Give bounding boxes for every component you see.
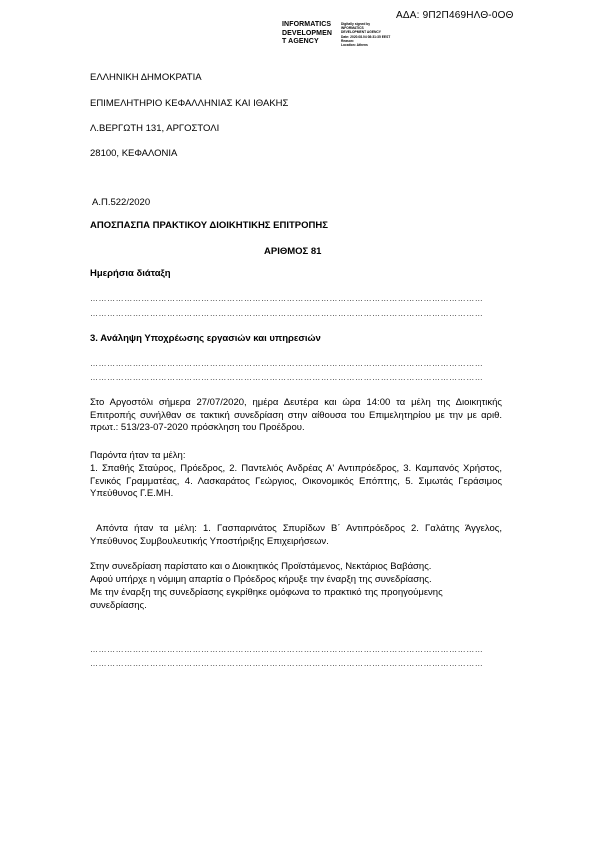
minutes-number: ΑΡΙΘΜΟΣ 81 <box>264 246 322 257</box>
signature-logo <box>282 21 402 55</box>
document-title: ΑΠΟΣΠΑΣΠΑ ΠΡΑΚΤΙΚΟΥ ΔΙΟΙΚΗΤΙΚΗΣ ΕΠΙΤΡΟΠΗΣ <box>90 220 328 231</box>
closing-line: Με την έναρξη της συνεδρίασης εγκρίθηκε ομόφωνα το πρακτικό της προηγούμενης <box>90 587 443 598</box>
agenda-item-heading: 3. Ανάληψη Υποχρέωσης εργασιών και υπηρεσιών <box>90 333 321 344</box>
closing-line: συνεδρίασης. <box>90 600 147 611</box>
dotted-line: ………………………………………………………………………………………………………………………… <box>90 294 484 303</box>
meeting-intro: Στο Αργοστόλι σήμερα 27/07/2020, ημέρα Δευτέρα και ώρα 14:00 τα μέλη της Διοικητικής Επιτροπής συνήλθαν σε τακτική συνεδρίαση στην αίθουσα του Επιμελητηρίου με την με αριθ. πρωτ.: 513/23-07-2020 πρόσκληση του Προέδρου. <box>90 397 502 433</box>
dotted-line: ………………………………………………………………………………………………………………………… <box>90 359 484 368</box>
protocol-number: Α.Π.522/2020 <box>92 197 151 208</box>
sender-organization: ΕΠΙΜΕΛΗΤΗΡΙΟ ΚΕΦΑΛΛΗΝΙΑΣ ΚΑΙ ΙΘΑΚΗΣ <box>90 98 289 109</box>
digital-signature-text: Digitally signed by INFORMATICS DEVELOPMENT AGENCY Date: 2020.08.04 08:31:35 EEST Reason: Location: Athens <box>341 22 391 48</box>
dotted-line: ………………………………………………………………………………………………………………………… <box>90 645 484 654</box>
dotted-line: ………………………………………………………………………………………………………………………… <box>90 659 484 668</box>
dotted-line: ………………………………………………………………………………………………………………………… <box>90 373 484 382</box>
ada-code: ΑΔΑ: 9Π2Π469ΗΛΘ-0ΟΘ <box>396 10 514 21</box>
sender-city: 28100, ΚΕΦΑΛΟΝΙΑ <box>90 148 178 159</box>
present-members: 1. Σπαθής Σταύρος, Πρόεδρος, 2. Παντελιός Ανδρέας Α' Αντιπρόεδρος, 3. Καμπανός Χρήστος, Γενικός Γραμματέας, 4. Λασκαράτος Γεώργιος, Οικονομικός Επόπτης, 5. Σιμωτάς Γεράσιμος Υπεύθυνος Γ.Ε.ΜΗ. <box>90 463 502 499</box>
sender-address: Λ.ΒΕΡΓΩΤΗ 131, ΑΡΓΟΣΤΟΛΙ <box>90 123 220 134</box>
closing-line: Αφού υπήρχε η νόμιμη απαρτία ο Πρόεδρος κήρυξε την έναρξη της συνεδρίασης. <box>90 574 432 585</box>
sender-country: ΕΛΛΗΝΙΚΗ ΔΗΜΟΚΡΑΤΙΑ <box>90 72 202 83</box>
present-label: Παρόντα ήταν τα μέλη: <box>90 450 186 461</box>
closing-line: Στην συνεδρίαση παρίστατο και ο Διοικητικός Προϊστάμενος, Νεκτάριος Βαβάσης. <box>90 561 432 572</box>
absent-members: Απόντα ήταν τα μέλη: 1. Γασπαρινάτος Σπυρίδων Β΄ Αντιπρόεδρος 2. Γαλάτης Άγγελος, Υπεύθυνος Συμβουλευτικής Υποστήριξης Επιχειρήσεων. <box>90 523 502 547</box>
logo-text: INFORMATICS DEVELOPMEN T AGENCY <box>282 21 333 45</box>
agenda-heading: Ημερήσια διάταξη <box>90 268 171 279</box>
dotted-line: ………………………………………………………………………………………………………………………… <box>90 309 484 318</box>
